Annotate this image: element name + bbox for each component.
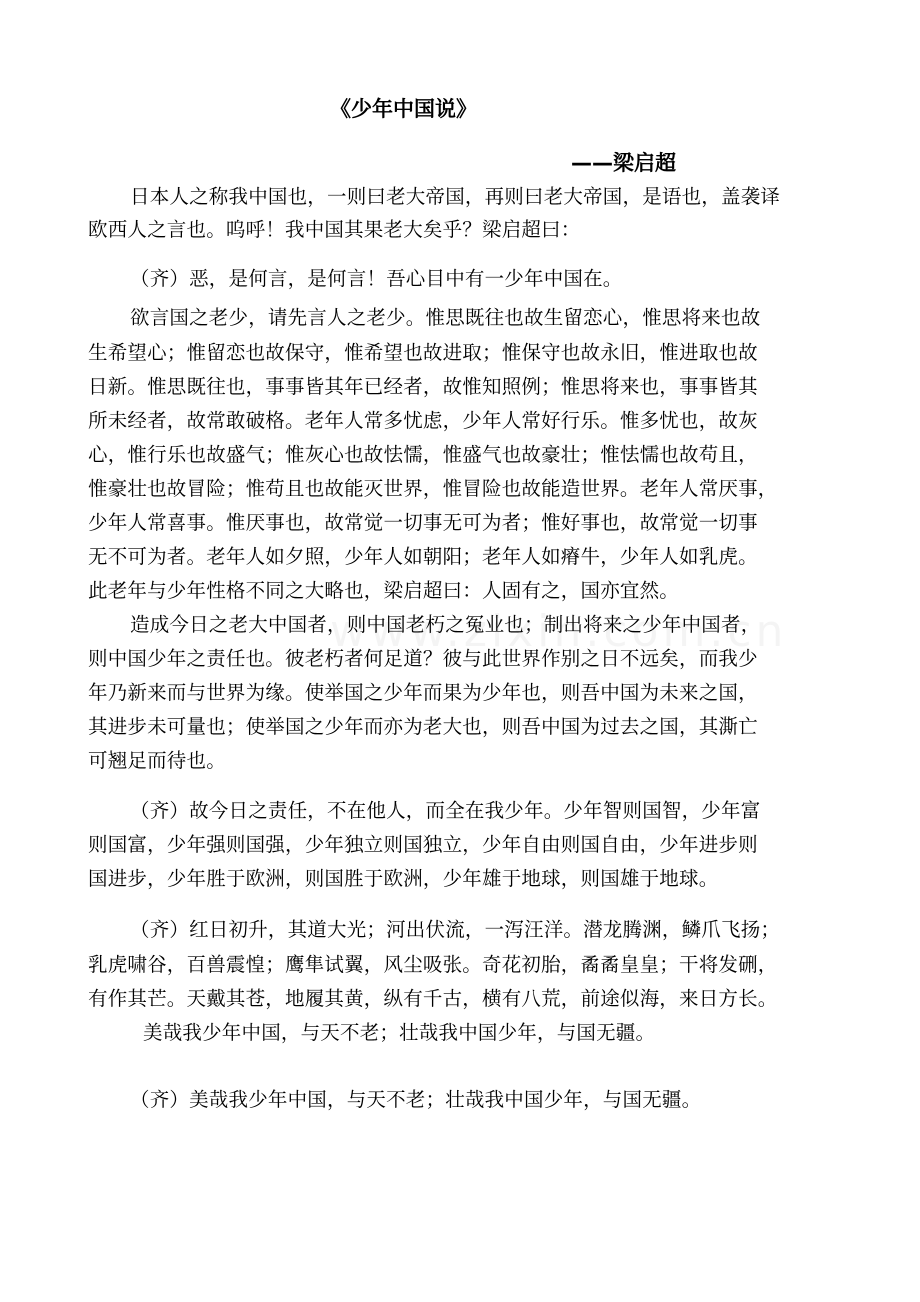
author-line: ——梁启超 — [571, 151, 676, 175]
text-line: 无不可为者。老年人如夕照，少年人如朝阳；老年人如瘠牛，少年人如乳虎。 — [88, 545, 758, 568]
text-line: 有作其芒。天戴其苍，地履其黄，纵有千古，横有八荒，前途似海，来日方长。 — [88, 987, 778, 1010]
text-line: 心，惟行乐也故盛气；惟灰心也故怯懦，惟盛气也故豪壮；惟怯懦也故苟且， — [88, 443, 758, 466]
text-line: 日本人之称我中国也，一则曰老大帝国，再则曰老大帝国，是语也，盖袭译 — [130, 185, 781, 208]
text-line: （齐）红日初升，其道大光；河出伏流，一泻汪洋。潜龙腾渊，鳞爪飞扬； — [130, 918, 781, 941]
text-line: 乳虎啸谷，百兽震惶；鹰隼试翼，风尘吸张。奇花初胎，矞矞皇皇；干将发硎， — [88, 953, 778, 976]
text-line: （齐）故今日之责任，不在他人，而全在我少年。少年智则国智，少年富 — [130, 799, 761, 822]
text-line: 欧西人之言也。呜呼！我中国其果老大矣乎？梁启超曰： — [88, 218, 581, 241]
text-line: （齐）美哉我少年中国，与天不老；壮哉我中国少年，与国无疆。 — [130, 1088, 702, 1111]
text-line: 所未经者，故常敢破格。老年人常多忧虑，少年人常好行乐。惟多忧也，故灰 — [88, 409, 758, 432]
text-line: 则中国少年之责任也。彼老朽者何足道？彼与此世界作别之日不远矣，而我少 — [88, 647, 758, 670]
text-line: 少年人常喜事。惟厌事也，故常觉一切事无可为者；惟好事也，故常觉一切事 — [88, 511, 758, 534]
text-line: 国进步，少年胜于欧洲，则国胜于欧洲，少年雄于地球，则国雄于地球。 — [88, 867, 719, 890]
document-title: 《少年中国说》 — [330, 97, 477, 121]
text-line: 日新。惟思既往也，事事皆其年已经者，故惟知照例；惟思将来也，事事皆其 — [88, 375, 758, 398]
text-line: 欲言国之老少，请先言人之老少。惟思既往也故生留恋心，惟思将来也故 — [130, 306, 761, 329]
text-line: 年乃新来而与世界为缘。使举国之少年而果为少年也，则吾中国为未来之国， — [88, 681, 758, 704]
text-line: 其进步未可量也；使举国之少年而亦为老大也，则吾中国为过去之国，其澌亡 — [88, 715, 758, 738]
text-line: 生希望心；惟留恋也故保守，惟希望也故进取；惟保守也故永旧，惟进取也故 — [88, 341, 758, 364]
text-line: 造成今日之老大中国者，则中国老朽之冤业也；制出将来之少年中国者， — [130, 613, 761, 636]
text-line: 此老年与少年性格不同之大略也，梁启超曰：人固有之，国亦宜然。 — [88, 579, 680, 602]
text-line: 美哉我少年中国，与天不老；壮哉我中国少年，与国无疆。 — [143, 1021, 656, 1044]
text-line: 惟豪壮也故冒险；惟苟且也故能灭世界，惟冒险也故能造世界。老年人常厌事， — [88, 477, 778, 500]
text-line: （齐）恶，是何言，是何言！吾心目中有一少年中国在。 — [130, 267, 623, 290]
text-line: 可翘足而待也。 — [88, 749, 226, 772]
text-line: 则国富，少年强则国强，少年独立则国独立，少年自由则国自由，少年进步则 — [88, 833, 758, 856]
